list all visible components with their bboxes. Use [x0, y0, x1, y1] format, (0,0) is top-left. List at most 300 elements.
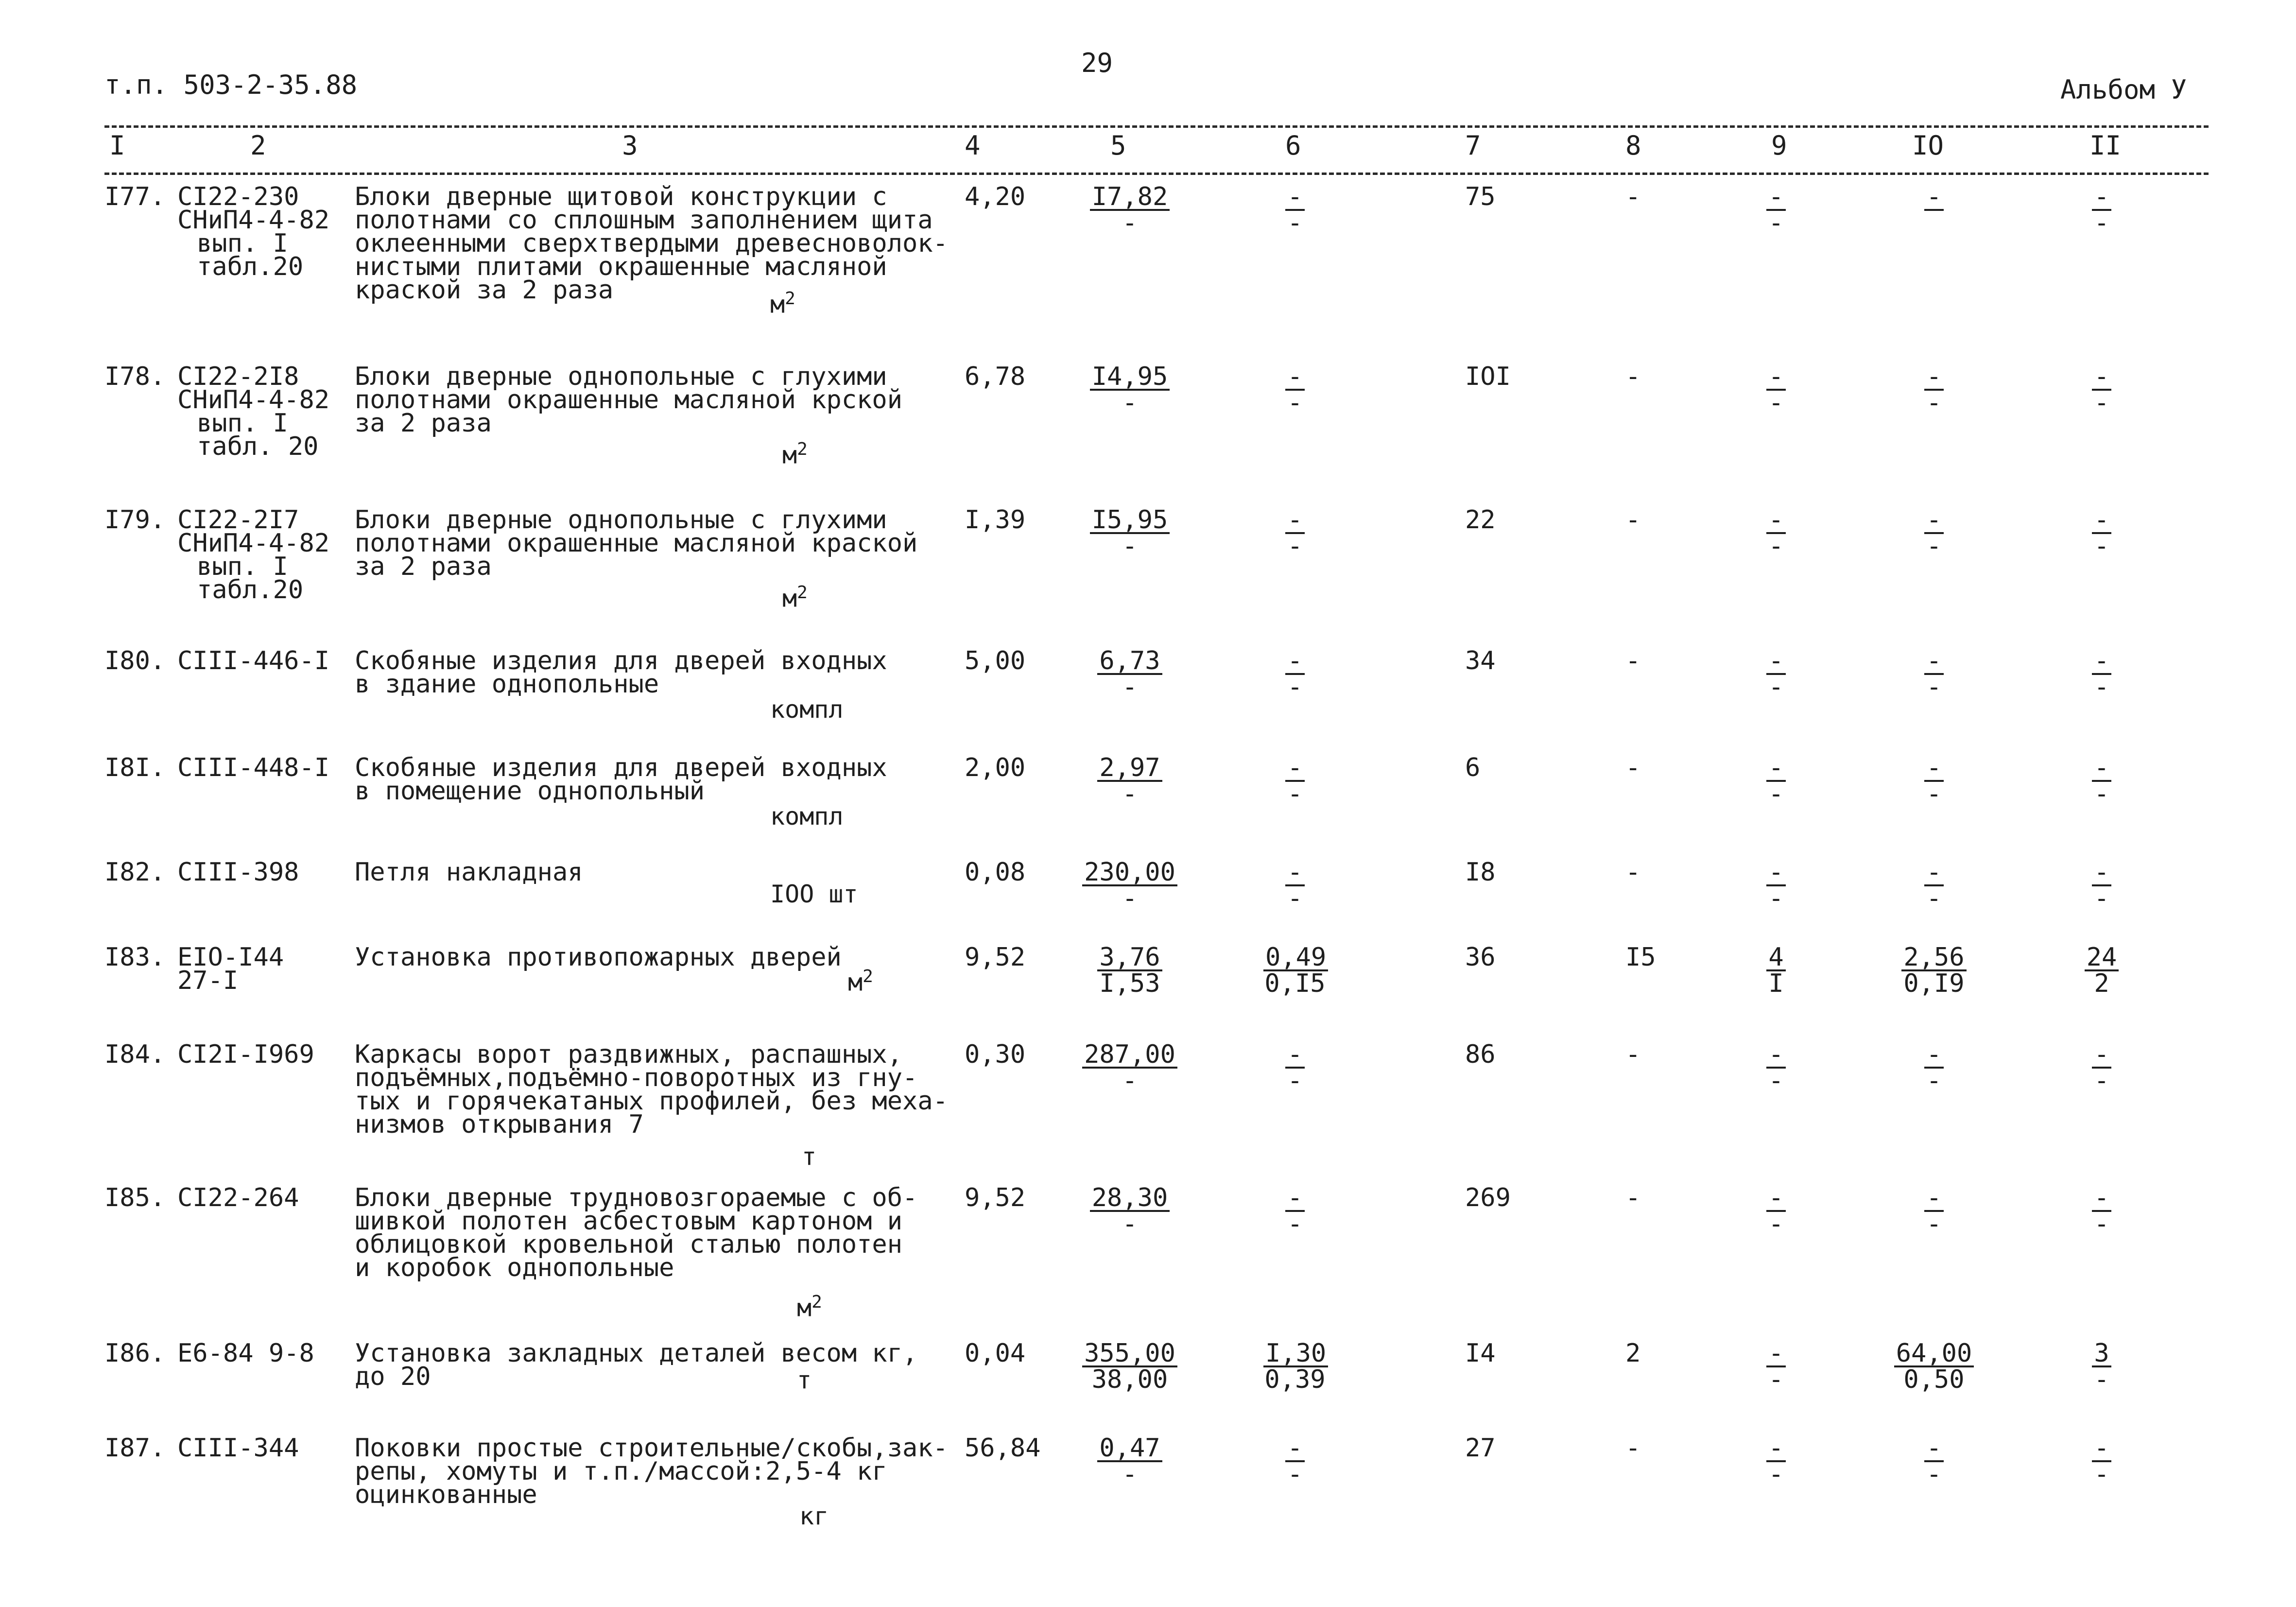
fraction-denominator: -	[1768, 1460, 1784, 1489]
row-number: I86.	[104, 1339, 166, 1368]
row-col7-value: 269	[1465, 1183, 1511, 1212]
row-unit-label: т	[802, 1142, 817, 1171]
fraction-denominator: -	[1287, 388, 1303, 417]
row-c10-fraction	[1888, 505, 1980, 561]
fraction-denominator: -	[1287, 208, 1303, 238]
fraction-denominator	[1888, 211, 1980, 235]
row-description-line: Петля накладная	[355, 858, 583, 887]
row-col8-value: -	[1625, 858, 1641, 887]
row-c6-fraction	[1263, 945, 1327, 996]
row-c5-fraction	[1081, 505, 1178, 561]
row-unit	[770, 804, 844, 829]
album-label: Альбом У	[2060, 74, 2187, 105]
page-number: 29	[1081, 48, 1113, 78]
fraction-numerator: -	[1924, 860, 1943, 886]
fraction-numerator: -	[1285, 860, 1304, 886]
fraction-denominator: -	[1122, 884, 1138, 913]
row-description-line: облицовкой кровельной сталью полотен	[355, 1230, 903, 1259]
fraction-denominator: -	[2094, 388, 2109, 417]
row-unit-label: м	[770, 290, 785, 319]
fraction-numerator: -	[1924, 508, 1943, 534]
row-unit-label: м	[848, 968, 863, 997]
row-description-line: шивкой полотен асбестовым картоном и	[355, 1207, 903, 1236]
row-description-line: Блоки дверные однопольные с глухими	[355, 505, 887, 535]
row-col8-value: -	[1625, 1183, 1641, 1212]
column-header-6: 6	[1285, 130, 1301, 161]
fraction-denominator: -	[1926, 1460, 1942, 1489]
row-code-line: EIO-I44	[177, 943, 284, 972]
row-col8-value: -	[1625, 753, 1641, 782]
fraction-denominator: -	[1768, 1365, 1784, 1394]
column-header-4: 4	[965, 130, 981, 161]
fraction-denominator: -	[1768, 208, 1784, 238]
fraction-numerator: I5,95	[1090, 508, 1170, 534]
row-code-line: вып. I	[197, 229, 288, 258]
row-unit	[782, 581, 808, 611]
row-quantity: 2,00	[965, 753, 1026, 782]
row-unit-label: кг	[799, 1502, 829, 1530]
fraction-numerator: 28,30	[1090, 1186, 1170, 1212]
row-c10-fraction	[1888, 753, 1980, 809]
fraction-denominator: -	[1287, 884, 1303, 913]
row-description-line: полотнами окрашенные масляной крской	[355, 385, 903, 415]
fraction-numerator: -	[1766, 1042, 1785, 1069]
fraction-numerator: 4	[1766, 945, 1785, 971]
row-description-line: подъёмных,подъёмно-поворотных из гну-	[355, 1063, 918, 1092]
fraction-numerator: -	[1766, 1186, 1785, 1212]
fraction-denominator: -	[1926, 673, 1942, 702]
fraction-numerator: 3	[2092, 1341, 2111, 1367]
fraction-numerator: 64,00	[1894, 1341, 1974, 1367]
row-c9-fraction	[1749, 753, 1803, 809]
fraction-numerator: -	[1924, 1436, 1943, 1462]
row-code-line: табл.20	[197, 575, 304, 605]
row-description-line: оклеенными сверхтвердыми древесноволок-	[355, 229, 948, 258]
row-col8-value: -	[1625, 1040, 1641, 1069]
row-unit-label: компл	[770, 802, 844, 830]
row-quantity: 0,30	[965, 1040, 1026, 1069]
fraction-numerator: -	[2092, 1042, 2111, 1069]
row-c11-fraction	[2075, 182, 2128, 238]
row-c9-fraction	[1749, 364, 1803, 415]
row-c11-fraction	[2075, 1434, 2128, 1489]
fraction-denominator: 2	[2094, 969, 2109, 998]
row-code-line: СНиП4-4-82	[177, 529, 330, 558]
row-c5-fraction	[1081, 1183, 1178, 1239]
row-code-line: 27-I	[177, 966, 239, 995]
fraction-numerator: 230,00	[1082, 860, 1177, 886]
row-c9-fraction	[1749, 860, 1803, 911]
row-description-line: оцинкованные	[355, 1480, 537, 1509]
fraction-numerator: -	[1766, 756, 1785, 782]
row-c6-fraction	[1263, 1434, 1327, 1489]
row-quantity: 56,84	[965, 1434, 1041, 1463]
fraction-denominator: -	[1122, 208, 1138, 238]
fraction-denominator: -	[1122, 1210, 1138, 1239]
row-unit-label: IOO шт	[770, 880, 858, 908]
fraction-denominator: 38,00	[1091, 1365, 1168, 1394]
fraction-denominator: -	[1768, 673, 1784, 702]
row-c5-fraction	[1081, 1341, 1178, 1392]
row-col7-value: 34	[1465, 646, 1496, 675]
row-col7-value: 27	[1465, 1434, 1496, 1463]
row-c10-fraction	[1888, 1434, 1980, 1489]
fraction-numerator: -	[1766, 1341, 1785, 1367]
row-col8-value: -	[1625, 646, 1641, 675]
fraction-denominator: -	[1926, 779, 1942, 809]
row-col7-value: 86	[1465, 1040, 1496, 1069]
row-description-line: в здание однопольные	[355, 670, 659, 699]
row-description-line: тых и горячекатаных профилей, без меха-	[355, 1087, 948, 1116]
row-c5-fraction	[1081, 1042, 1178, 1093]
row-c5-fraction	[1081, 945, 1178, 996]
row-c9-fraction	[1749, 1042, 1803, 1093]
row-c11-fraction	[2075, 860, 2128, 911]
row-c9-fraction	[1749, 1183, 1803, 1239]
fraction-denominator: -	[2094, 1066, 2109, 1095]
fraction-numerator: 287,00	[1082, 1042, 1177, 1069]
row-c9-fraction	[1749, 1341, 1803, 1392]
fraction-numerator: I,30	[1263, 1341, 1328, 1367]
row-number: I87.	[104, 1434, 166, 1463]
row-col7-value: 22	[1465, 505, 1496, 535]
fraction-numerator: 355,00	[1082, 1341, 1177, 1367]
row-unit	[770, 287, 795, 317]
fraction-numerator: -	[1766, 1436, 1785, 1462]
fraction-numerator: -	[1285, 756, 1304, 782]
row-col7-value: 6	[1465, 753, 1481, 782]
fraction-denominator: -	[2094, 779, 2109, 809]
fraction-numerator: -	[1766, 185, 1785, 211]
row-description-line: полотнами со сплошным заполнением щита	[355, 206, 933, 235]
fraction-numerator: 6,73	[1097, 649, 1162, 675]
fraction-denominator: -	[2094, 1460, 2109, 1489]
row-c6-fraction	[1263, 1183, 1327, 1239]
fraction-numerator: -	[1285, 185, 1304, 211]
fraction-denominator: I	[1768, 969, 1784, 998]
fraction-numerator: 0,47	[1097, 1436, 1162, 1462]
row-c5-fraction	[1081, 364, 1178, 415]
fraction-denominator: -	[1122, 779, 1138, 809]
row-quantity: 0,08	[965, 858, 1026, 887]
row-c5-fraction	[1081, 182, 1178, 238]
row-description-line: Скобяные изделия для дверей входных	[355, 646, 887, 675]
fraction-denominator: 0,I5	[1264, 969, 1326, 998]
row-code-line: табл.20	[197, 252, 304, 281]
row-unit-label: м	[782, 584, 797, 613]
row-col7-value: I8	[1465, 858, 1496, 887]
fraction-numerator: 3,76	[1097, 945, 1162, 971]
fraction-numerator: -	[1285, 1186, 1304, 1212]
row-number: I8I.	[104, 753, 166, 782]
row-unit-label: м	[782, 441, 797, 469]
fraction-numerator: 0,49	[1263, 945, 1328, 971]
row-unit-label: м	[797, 1294, 812, 1322]
row-number: I78.	[104, 362, 166, 391]
row-unit	[799, 1504, 829, 1528]
row-number: I83.	[104, 943, 166, 972]
row-col7-value: IOI	[1465, 362, 1511, 391]
row-c6-fraction	[1263, 753, 1327, 809]
row-c6-fraction	[1263, 364, 1327, 415]
row-col7-value: 75	[1465, 182, 1496, 211]
fraction-denominator: -	[2094, 884, 2109, 913]
row-code-line: СНиП4-4-82	[177, 385, 330, 415]
row-c11-fraction	[2075, 1042, 2128, 1093]
row-code-line: CI22-2I7	[177, 505, 299, 535]
row-number: I85.	[104, 1183, 166, 1212]
fraction-numerator: -	[2092, 364, 2111, 391]
fraction-denominator: I,53	[1099, 969, 1160, 998]
fraction-denominator: -	[1287, 1210, 1303, 1239]
fraction-denominator: -	[1287, 532, 1303, 561]
row-description-line: нистыми плитами окрашенные масляной	[355, 252, 887, 281]
row-c11-fraction	[2075, 1341, 2128, 1392]
fraction-denominator: -	[1768, 1066, 1784, 1095]
row-description-line: Поковки простые строительные/скобы,зак-	[355, 1434, 948, 1463]
row-number: I80.	[104, 646, 166, 675]
row-unit-power: 2	[797, 583, 808, 603]
fraction-numerator: 24	[2085, 945, 2119, 971]
row-code-line: вып. I	[197, 409, 288, 438]
row-c10-fraction	[1888, 364, 1980, 415]
fraction-numerator: -	[1924, 185, 1943, 211]
fraction-denominator: -	[2094, 532, 2109, 561]
fraction-denominator: -	[1926, 1210, 1942, 1239]
row-col8-value: -	[1625, 362, 1641, 391]
fraction-numerator: -	[2092, 185, 2111, 211]
fraction-numerator: -	[2092, 508, 2111, 534]
row-c11-fraction	[2075, 1183, 2128, 1239]
row-quantity: 6,78	[965, 362, 1026, 391]
row-description-line: в помещение однопольный	[355, 777, 705, 806]
column-header-7: 7	[1465, 130, 1481, 161]
row-description-line: Каркасы ворот раздвижных, распашных,	[355, 1040, 903, 1069]
row-col7-value: 36	[1465, 943, 1496, 972]
fraction-denominator: -	[1926, 884, 1942, 913]
row-description-line: за 2 раза	[355, 552, 492, 581]
row-unit	[782, 437, 808, 467]
doc-code: т.п. 503-2-35.88	[104, 69, 358, 100]
fraction-numerator: -	[1924, 1042, 1943, 1069]
fraction-denominator: -	[2094, 673, 2109, 702]
row-col8-value: I5	[1625, 943, 1656, 972]
row-code-line: E6-84 9-8	[177, 1339, 314, 1368]
fraction-denominator: -	[1768, 884, 1784, 913]
row-c6-fraction	[1263, 646, 1327, 702]
row-description-line: и коробок однопольные	[355, 1253, 674, 1282]
row-unit-power: 2	[797, 439, 808, 459]
column-header-11: II	[2089, 130, 2122, 161]
row-code-line: CIII-398	[177, 858, 299, 887]
row-unit-label: компл	[770, 695, 844, 724]
row-number: I79.	[104, 505, 166, 535]
row-code-line: СНиП4-4-82	[177, 206, 330, 235]
fraction-denominator: -	[2094, 1365, 2109, 1394]
fraction-numerator: -	[1924, 756, 1943, 782]
row-c10-fraction	[1888, 1042, 1980, 1093]
header-top-rule	[104, 125, 2209, 128]
column-header-5: 5	[1110, 130, 1126, 161]
row-unit-power: 2	[863, 967, 873, 986]
fraction-numerator: -	[2092, 1436, 2111, 1462]
column-header-1: I	[109, 130, 125, 161]
row-code-line: вып. I	[197, 552, 288, 581]
fraction-numerator: -	[1285, 1436, 1304, 1462]
fraction-denominator: -	[1122, 1066, 1138, 1095]
fraction-denominator: 0,50	[1903, 1365, 1965, 1394]
row-description-line: низмов открывания 7	[355, 1110, 644, 1139]
fraction-denominator: -	[1287, 673, 1303, 702]
row-description-line: Блоки дверные однопольные с глухими	[355, 362, 887, 391]
fraction-numerator: 2,56	[1901, 945, 1966, 971]
row-number: I77.	[104, 182, 166, 211]
row-description-line: Блоки дверные щитовой конструкции с	[355, 182, 887, 211]
row-c10-fraction	[1888, 1183, 1980, 1239]
fraction-numerator: -	[2092, 860, 2111, 886]
row-code-line: CI22-230	[177, 182, 299, 211]
row-quantity: 9,52	[965, 943, 1026, 972]
fraction-numerator: -	[1924, 1186, 1943, 1212]
row-c9-fraction	[1749, 505, 1803, 561]
row-c9-fraction	[1749, 1434, 1803, 1489]
row-c11-fraction	[2075, 646, 2128, 702]
row-col8-value: -	[1625, 182, 1641, 211]
row-c6-fraction	[1263, 1042, 1327, 1093]
row-unit	[797, 1368, 811, 1392]
column-header-9: 9	[1771, 130, 1787, 161]
row-unit	[770, 697, 844, 722]
row-c6-fraction	[1263, 505, 1327, 561]
column-header-10: IO	[1912, 130, 1944, 161]
row-c11-fraction	[2075, 945, 2128, 996]
fraction-denominator: -	[1768, 779, 1784, 809]
row-code-line: CIII-446-I	[177, 646, 330, 675]
fraction-denominator: -	[1287, 1066, 1303, 1095]
fraction-numerator: -	[1766, 860, 1785, 886]
row-code-line: CI2I-I969	[177, 1040, 314, 1069]
row-col8-value: -	[1625, 1434, 1641, 1463]
fraction-numerator: -	[2092, 1186, 2111, 1212]
row-unit-label: т	[797, 1366, 812, 1394]
row-quantity: I,39	[965, 505, 1026, 535]
fraction-denominator: 0,I9	[1903, 969, 1965, 998]
row-unit	[797, 1290, 822, 1320]
row-description-line: Скобяные изделия для дверей входных	[355, 753, 887, 782]
row-c10-fraction	[1888, 182, 1980, 235]
fraction-numerator: -	[2092, 756, 2111, 782]
column-header-8: 8	[1625, 130, 1641, 161]
row-c5-fraction	[1081, 753, 1178, 809]
row-c5-fraction	[1081, 646, 1178, 702]
fraction-numerator: -	[1285, 364, 1304, 391]
row-quantity: 9,52	[965, 1183, 1026, 1212]
row-code-line: CIII-344	[177, 1434, 299, 1463]
fraction-numerator: -	[2092, 649, 2111, 675]
row-description-line: Установка закладных деталей весом кг,	[355, 1339, 918, 1368]
row-c10-fraction	[1888, 945, 1980, 996]
row-unit	[848, 965, 873, 995]
fraction-denominator: -	[1768, 1210, 1784, 1239]
row-c11-fraction	[2075, 505, 2128, 561]
row-c9-fraction	[1749, 646, 1803, 702]
fraction-numerator: -	[1285, 508, 1304, 534]
row-unit	[770, 882, 858, 906]
row-description-line: Блоки дверные трудновозгораемые с об-	[355, 1183, 918, 1212]
row-unit	[802, 1144, 816, 1169]
fraction-numerator: -	[1766, 364, 1785, 391]
fraction-numerator: -	[1285, 1042, 1304, 1069]
fraction-denominator: 0,39	[1264, 1365, 1326, 1394]
row-description-line: репы, хомуты и т.п./массой:2,5-4 кг	[355, 1457, 887, 1486]
row-c6-fraction	[1263, 1341, 1327, 1392]
row-col8-value: -	[1625, 505, 1641, 535]
row-code-line: табл. 20	[197, 432, 319, 461]
fraction-denominator: -	[1287, 779, 1303, 809]
row-c11-fraction	[2075, 753, 2128, 809]
row-code-line: CI22-264	[177, 1183, 299, 1212]
fraction-denominator: -	[1926, 388, 1942, 417]
row-number: I82.	[104, 858, 166, 887]
fraction-numerator: -	[1766, 508, 1785, 534]
row-description-line: Установка противопожарных дверей	[355, 943, 842, 972]
fraction-numerator: -	[1285, 649, 1304, 675]
column-header-2: 2	[250, 130, 266, 161]
row-c6-fraction	[1263, 182, 1327, 238]
row-description-line: краской за 2 раза	[355, 276, 614, 305]
row-quantity: 5,00	[965, 646, 1026, 675]
fraction-denominator: -	[1122, 1460, 1138, 1489]
row-number: I84.	[104, 1040, 166, 1069]
fraction-numerator: -	[1766, 649, 1785, 675]
row-code-line: CI22-2I8	[177, 362, 299, 391]
row-col8-value: 2	[1625, 1339, 1641, 1368]
fraction-denominator: -	[1287, 1460, 1303, 1489]
fraction-denominator: -	[2094, 1210, 2109, 1239]
row-description-line: за 2 раза	[355, 409, 492, 438]
row-description-line: полотнами окрашенные масляной краской	[355, 529, 918, 558]
row-c10-fraction	[1888, 1341, 1980, 1392]
fraction-denominator: -	[2094, 208, 2109, 238]
row-unit-power: 2	[785, 289, 795, 309]
fraction-denominator: -	[1122, 673, 1138, 702]
row-quantity: 4,20	[965, 182, 1026, 211]
header-bottom-rule	[104, 173, 2209, 175]
row-quantity: 0,04	[965, 1339, 1026, 1368]
row-code-line: CIII-448-I	[177, 753, 330, 782]
fraction-denominator: -	[1768, 388, 1784, 417]
fraction-numerator: I7,82	[1090, 185, 1170, 211]
row-c9-fraction	[1749, 945, 1803, 996]
row-c6-fraction	[1263, 860, 1327, 911]
row-c10-fraction	[1888, 646, 1980, 702]
row-c9-fraction	[1749, 182, 1803, 238]
fraction-denominator: -	[1768, 532, 1784, 561]
row-description-line: до 20	[355, 1362, 431, 1391]
row-c10-fraction	[1888, 860, 1980, 911]
row-c5-fraction	[1081, 1434, 1178, 1489]
fraction-denominator: -	[1926, 532, 1942, 561]
fraction-denominator: -	[1122, 532, 1138, 561]
row-unit-power: 2	[811, 1292, 822, 1312]
fraction-numerator: -	[1924, 364, 1943, 391]
row-c11-fraction	[2075, 364, 2128, 415]
fraction-numerator: 2,97	[1097, 756, 1162, 782]
fraction-denominator: -	[1926, 1066, 1942, 1095]
fraction-numerator: I4,95	[1090, 364, 1170, 391]
row-col7-value: I4	[1465, 1339, 1496, 1368]
fraction-denominator: -	[1122, 388, 1138, 417]
